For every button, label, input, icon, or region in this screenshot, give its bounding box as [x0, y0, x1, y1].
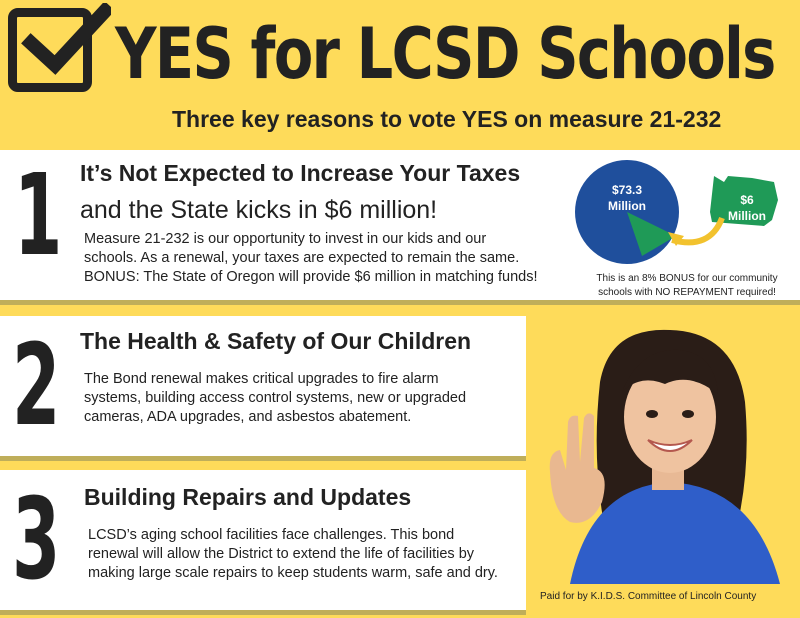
- reason-3-line-2: renewal will allow the District to extend the life of facilities by: [88, 546, 475, 562]
- reason-1-title: It’s Not Expected to Increase Your Taxes: [80, 160, 521, 186]
- reason-1-number: 1: [14, 151, 63, 281]
- reason-2-title: The Health & Safety of Our Children: [80, 328, 472, 354]
- child-photo: [530, 322, 795, 584]
- reason-2-divider: [0, 456, 526, 461]
- reason-2-line-1: The Bond renewal makes critical upgrades to fire alarm: [84, 371, 439, 387]
- reason-3-body: [88, 526, 518, 583]
- reason-3-title: Building Repairs and Updates: [84, 484, 412, 510]
- reason-3-divider: [0, 610, 526, 615]
- reason-2-body: [84, 370, 514, 427]
- state-unit: Million: [728, 209, 766, 223]
- reason-2-number: 2: [12, 321, 61, 451]
- state-amount: $6: [740, 193, 754, 207]
- reason-1-body: [84, 230, 574, 287]
- reason-1-line-3: BONUS: The State of Oregon will provide $6 million in matching funds!: [84, 269, 538, 285]
- funding-note-line-1: This is an 8% BONUS for our community: [596, 273, 778, 284]
- funding-note: [582, 272, 792, 300]
- reason-1-line-1: Measure 21-232 is our opportunity to invest in our kids and our: [84, 231, 487, 247]
- reason-3-line-1: LCSD’s aging school facilities face challenges. This bond: [88, 527, 455, 543]
- funding-note-line-2: schools with NO REPAYMENT required!: [598, 287, 776, 298]
- page-title: YES for LCSD Schools: [115, 13, 775, 95]
- reason-1-line-2: schools. As a renewal, your taxes are expected to remain the same.: [84, 250, 520, 266]
- reason-3-number: 3: [12, 475, 61, 605]
- reason-3-line-3: making large scale repairs to keep students warm, safe and dry.: [88, 565, 498, 581]
- paid-for-disclaimer: Paid for by K.I.D.S. Committee of Lincoln County: [540, 591, 757, 602]
- reason-2-line-3: cameras, ADA upgrades, and asbestos abatement.: [84, 409, 412, 425]
- reason-1-subtitle: and the State kicks in $6 million!: [80, 196, 438, 224]
- checkbox-icon: [8, 8, 92, 92]
- local-unit: Million: [608, 199, 646, 213]
- page-subtitle: Three key reasons to vote YES on measure 21-232: [172, 106, 722, 132]
- reason-2-line-2: systems, building access control systems, new or upgraded: [84, 390, 467, 406]
- funding-pie-graphic: [572, 160, 797, 270]
- local-amount: $73.3: [611, 183, 643, 197]
- reason-1-divider: [0, 300, 800, 305]
